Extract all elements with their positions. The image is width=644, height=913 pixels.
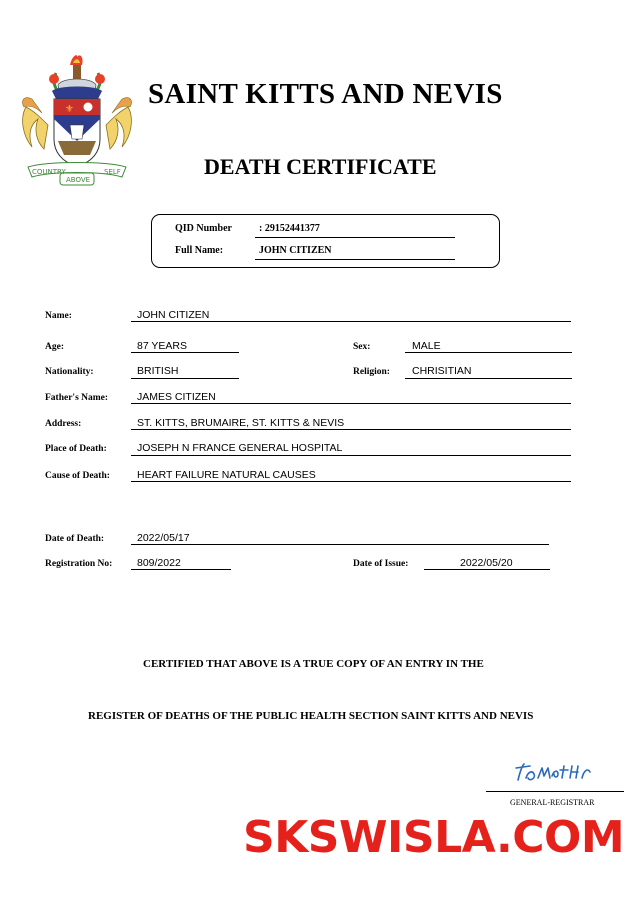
date-of-death-underline [131, 544, 549, 545]
date-of-death-label: Date of Death: [45, 534, 105, 544]
age-value: 87 YEARS [137, 340, 188, 352]
document-title: DEATH CERTIFICATE [204, 154, 437, 179]
nationality-value: BRITISH [137, 365, 179, 377]
address-value: ST. KITTS, BRUMAIRE, ST. KITTS & NEVIS [137, 417, 345, 429]
cause-of-death-label: Cause of Death: [45, 471, 110, 481]
motto-word-self: SELF [104, 168, 121, 176]
father-name-label: Father's Name: [45, 393, 109, 403]
name-label: Name: [45, 311, 72, 321]
cause-of-death-underline [131, 481, 571, 482]
place-of-death-value: JOSEPH N FRANCE GENERAL HOSPITAL [137, 442, 343, 454]
religion-value: CHRISITIAN [412, 365, 472, 377]
registration-no-underline [131, 569, 231, 570]
age-label: Age: [45, 342, 64, 352]
father-name-underline [131, 403, 571, 404]
religion-label: Religion: [353, 367, 390, 377]
svg-text:⚜: ⚜ [65, 104, 74, 115]
date-of-issue-underline [424, 569, 550, 570]
cause-of-death-value: HEART FAILURE NATURAL CAUSES [137, 469, 316, 481]
date-of-issue-label: Date of Issue: [353, 559, 409, 569]
country-title: SAINT KITTS AND NEVIS [148, 78, 503, 110]
qid-label: QID Number [175, 223, 232, 234]
date-of-death-value: 2022/05/17 [137, 532, 190, 544]
sex-underline [405, 352, 572, 353]
nationality-label: Nationality: [45, 367, 94, 377]
sex-value: MALE [412, 340, 441, 352]
date-of-issue-value: 2022/05/20 [460, 557, 513, 569]
name-underline [131, 321, 571, 322]
certification-line-1: CERTIFIED THAT ABOVE IS A TRUE COPY OF AN ENTRY IN THE [143, 658, 484, 670]
fullname-value: JOHN CITIZEN [259, 245, 332, 256]
fullname-label: Full Name: [175, 245, 224, 256]
name-value: JOHN CITIZEN [137, 309, 210, 321]
motto-word-country: COUNTRY [32, 168, 66, 176]
place-of-death-underline [131, 455, 571, 456]
address-label: Address: [45, 419, 82, 429]
signature-line [486, 791, 624, 792]
registration-no-value: 809/2022 [137, 557, 181, 569]
certification-line-2: REGISTER OF DEATHS OF THE PUBLIC HEALTH SECTION SAINT KITTS AND NEVIS [88, 710, 534, 722]
age-underline [131, 352, 239, 353]
nationality-underline [131, 378, 239, 379]
place-of-death-label: Place of Death: [45, 444, 107, 454]
qid-value: : 29152441377 [259, 223, 320, 234]
watermark-text: SKSWISLA.COM [243, 812, 625, 863]
father-name-value: JAMES CITIZEN [137, 391, 216, 403]
motto-word-above: ABOVE [66, 176, 91, 184]
qid-underline [255, 237, 455, 238]
registrar-title: GENERAL-REGISTRAR [510, 798, 595, 807]
sex-label: Sex: [353, 342, 371, 352]
registrar-signature [512, 760, 594, 786]
religion-underline [405, 378, 572, 379]
fullname-underline [255, 259, 455, 260]
address-underline [131, 429, 571, 430]
registration-no-label: Registration No: [45, 559, 113, 569]
coat-of-arms-emblem [18, 55, 136, 187]
